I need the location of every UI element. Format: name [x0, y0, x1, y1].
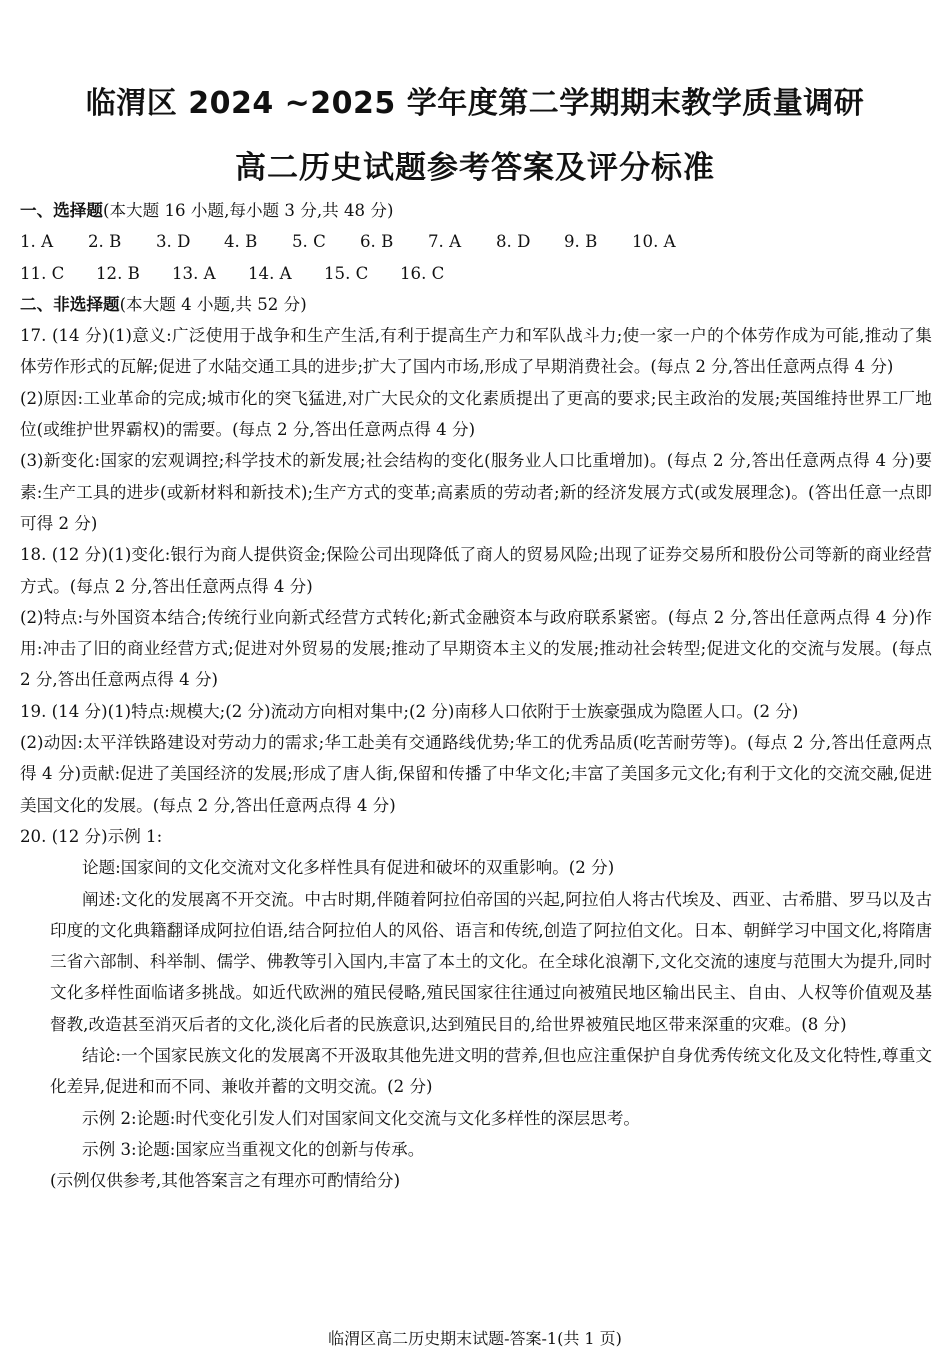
q19-part1: 19. (14 分)(1)特点:规模大;(2 分)流动方向相对集中;(2 分)南移人口依附于士族豪强成为隐匿人口。(2 分) — [20, 701, 799, 721]
q17-part2: (2)原因:工业革命的完成;城市化的突飞猛进,对广大民众的文化素质提出了更高的要求;民主政治的发展;英国维持世界工厂地位(或维护世界霸权)的需要。(每点 2 分,答出任意两点得 4 分) — [20, 388, 932, 440]
section-2-heading: 二、非选择题 — [20, 294, 120, 314]
answer-item: 6. B — [360, 232, 394, 252]
q20-header: 20. (12 分)示例 1: — [20, 826, 163, 846]
q20-thesis: 论题:国家间的文化交流对文化多样性具有促进和破坏的双重影响。(2 分) — [82, 858, 615, 878]
q17-part3: (3)新变化:国家的宏观调控;科学技术的新发展;社会结构的变化(服务业人口比重增加)。(每点 2 分,答出任意两点得 4 分)要素:生产工具的进步(或新材料和新技术);生产方式的变革;高素质的劳动者;新的经济发展方式(或发展理念)。(答出任意一点即可得 2 分) — [20, 451, 932, 533]
answer-item: 4. B — [224, 232, 258, 252]
page-subtitle: 高二历史试题参考答案及评分标准 — [235, 150, 715, 186]
answer-item: 7. A — [428, 232, 462, 252]
answer-item: 11. C — [20, 263, 65, 283]
section-1-note: (本大题 16 小题,每小题 3 分,共 48 分) — [102, 201, 394, 220]
answers-row-1 — [20, 226, 932, 257]
q19-part2: (2)动因:太平洋铁路建设对劳动力的需求;华工赴美有交通路线优势;华工的优秀品质(吃苦耐劳等)。(每点 2 分,答出任意两点得 4 分)贡献:促进了美国经济的发展;形成了唐人街,保留和传播了中华文化;丰富了美国多元文化;有利于文化的交流交融,促进美国文化的发展。(每点 2 分,答出任意两点得 4 分) — [20, 733, 932, 815]
q17-part1: 17. (14 分)(1)意义:广泛使用于战争和生产生活,有利于提高生产力和军队战斗力;使一家一户的个体劳作成为可能,推动了集体劳作形式的瓦解;促进了水陆交通工具的进步;扩大了国内市场,形成了早期消费社会。(每点 2 分,答出任意两点得 4 分) — [20, 326, 933, 377]
answer-content — [20, 195, 932, 1197]
answer-item: 9. B — [564, 232, 598, 252]
section-1-header — [20, 195, 932, 226]
answer-item: 3. D — [156, 232, 191, 252]
q18-part1: 18. (12 分)(1)变化:银行为商人提供资金;保险公司出现降低了商人的贸易风险;出现了证券交易所和股份公司等新的商业经营方式。(每点 2 分,答出任意两点得 4 分) — [20, 545, 932, 596]
q20-note: (示例仅供参考,其他答案言之有理亦可酌情给分) — [50, 1171, 401, 1191]
section-1-heading: 一、选择题 — [20, 201, 103, 220]
q20-conclusion: 结论:一个国家民族文化的发展离不开汲取其他先进文明的营养,但也应注重保护自身优秀传统文化及文化特性,尊重文化差异,促进和而不同、兼收并蓄的文明交流。(2 分) — [50, 1046, 932, 1097]
q20-example-2: 示例 2:论题:时代变化引发人们对国家间文化交流与文化多样性的深层思考。 — [82, 1108, 641, 1128]
answer-item: 10. A — [632, 232, 676, 252]
answer-item: 16. C — [400, 263, 445, 283]
answer-item: 14. A — [248, 263, 292, 283]
answer-item: 8. D — [496, 232, 531, 252]
page-title: 临渭区 2024 ~2025 学年度第二学期期末教学质量调研 — [85, 86, 865, 121]
page-footer: 临渭区高二历史期末试题-答案-1(共 1 页) — [328, 1329, 622, 1348]
answer-item: 13. A — [172, 263, 216, 283]
section-2-note: (本大题 4 小题,共 52 分) — [119, 294, 307, 314]
answers-row-2 — [20, 258, 932, 289]
q20-example-3: 示例 3:论题:国家应当重视文化的创新与传承。 — [82, 1139, 425, 1159]
answer-item: 12. B — [96, 263, 140, 283]
q18-part2: (2)特点:与外国资本结合;传统行业向新式经营方式转化;新式金融资本与政府联系紧密。(每点 2 分,答出任意两点得 4 分)作用:冲击了旧的商业经营方式;促进对外贸易的发展;推动了早期资本主义的发展;推动社会转型;促进文化的交流与发展。(每点 2 分,答出任意两点得 4 分) — [20, 607, 932, 690]
section-2-header — [20, 289, 932, 320]
answer-item: 2. B — [88, 232, 122, 252]
answer-item: 5. C — [292, 232, 326, 252]
q20-argument: 阐述:文化的发展离不开交流。中古时期,伴随着阿拉伯帝国的兴起,阿拉伯人将古代埃及、西亚、古希腊、罗马以及古印度的文化典籍翻译成阿拉伯语,结合阿拉伯人的风俗、语言和传统,创造了阿拉伯文化。日本、朝鲜学习中国文化,将隋唐三省六部制、科举制、儒学、佛教等引入国内,丰富了本土的文化。在全球化浪潮下,文化交流的速度与范围大为提升,同时文化多样性面临诸多挑战。如近代欧洲的殖民侵略,殖民国家往往通过向被殖民地区输出民主、自由、人权等价值观及基督教,改造甚至消灭后者的文化,淡化后者的民族意识,达到殖民目的,给世界被殖民地区带来深重的灾难。(8 分) — [50, 889, 932, 1034]
answer-item: 1. A — [20, 232, 54, 252]
answer-item: 15. C — [324, 263, 369, 283]
